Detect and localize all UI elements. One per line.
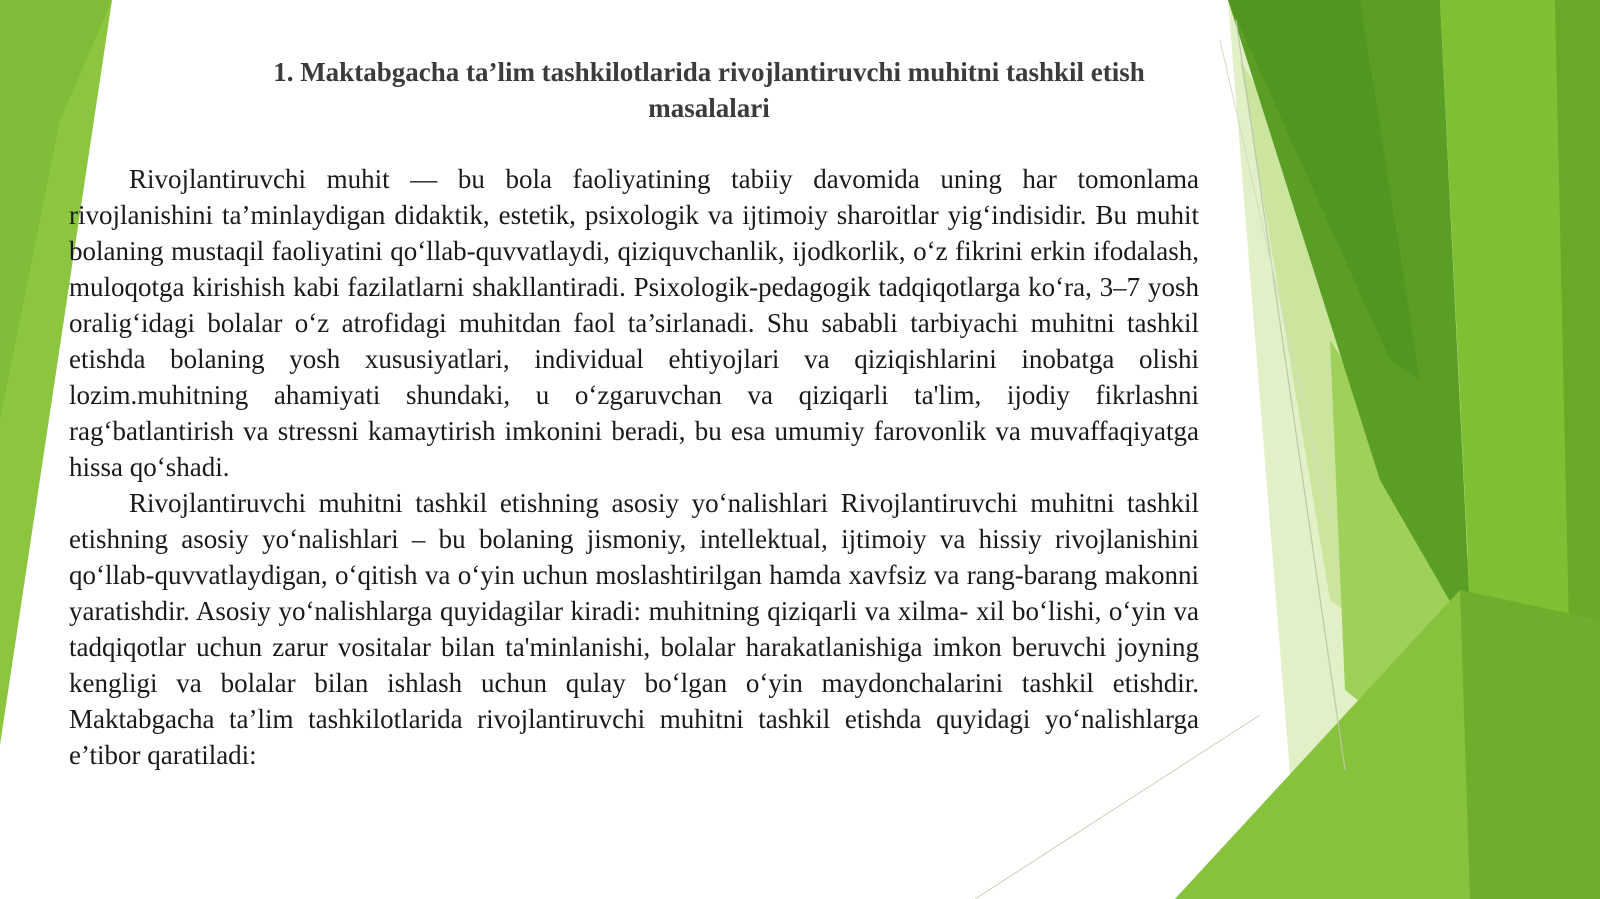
- paragraph-2: Rivojlantiruvchi muhitni tashkil etishning asosiy yo‘nalishlari Rivojlantiruvchi muhitni tashkil etishning asosiy yo‘nalishlari – bu bolaning jismoniy, intellektual, ijtimoiy va hissiy rivojlanishini qo‘llab-quvvatlaydigan, o‘qitish va o‘yin uchun moslashtirilgan hamda xavfsiz va rang-barang makonni yaratishdir. Asosiy yo‘nalishlarga quyidagilar kiradi: muhitning qiziqarli va xilma- xil bo‘lishi, o‘yin va tadqiqotlar uchun zarur vositalar bilan ta'minlanishi, bolalar harakatlanishiga imkon beruvchi joyning kengligi va bolalar bilan ishlash uchun qulay bo‘lgan o‘yin maydonchalarini tashkil etishdir. Maktabgacha ta’lim tashkilotlarida rivojlantiruvchi muhitni tashkil etishda quyidagi yo‘nalishlarga e’tibor qaratiladi:: [69, 488, 1199, 770]
- paragraph-1: Rivojlantiruvchi muhit — bu bola faoliyatining tabiiy davomida uning har tomonlama rivojlanishini ta’minlaydigan didaktik, estetik, psixologik va ijtimoiy sharoitlar yig‘indisidir. Bu muhit bolaning mustaqil faoliyatini qo‘llab-quvvatlaydi, qiziquvchanlik, ijodkorlik, o‘z fikrini erkin ifodalash, muloqotga kirishish kabi fazilatlarni shakllantiradi. Psixologik-pedagogik tadqiqotlarga ko‘ra, 3–7 yosh oralig‘idagi bolalar o‘z atrofidagi muhitdan faol ta’sirlanadi. Shu sababli tarbiyachi muhitni tashkil etishda bolaning yosh xususiyatlari, individual ehtiyojlari va qiziqishlarini inobatga olishi lozim.muhitning ahamiyati shundaki, u o‘zgaruvchan va qiziqarli ta'lim, ijodiy fikrlashni rag‘batlantirish va stressni kamaytirish imkonini beradi, bu esa umumiy farovonlik va muvaffaqiyatga hissa qo‘shadi.: [69, 164, 1199, 482]
- title-line-2: masalalari: [648, 93, 770, 123]
- slide-body-text: [69, 161, 1199, 773]
- slide-title: [226, 54, 1192, 126]
- title-line-1: 1. Maktabgacha ta’lim tashkilotlarida rivojlantiruvchi muhitni tashkil etish: [273, 57, 1145, 87]
